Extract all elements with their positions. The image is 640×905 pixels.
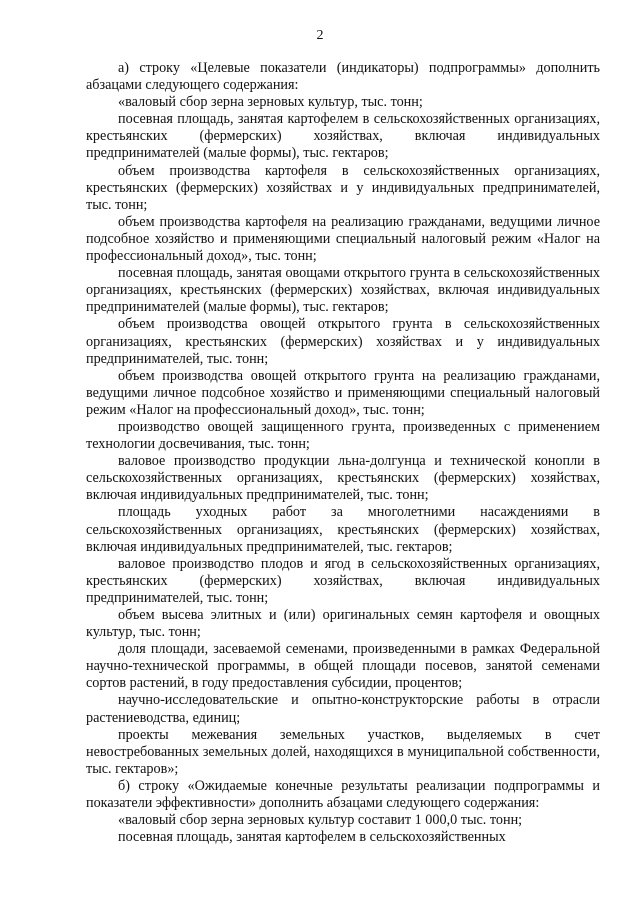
paragraph: валовое производство продукции льна-долгунца и технической конопли в сельскохозяйственных организациях, крестьянских (фермерских) хозяйствах, включая индивидуальных предпринимателей, тыс. тонн; xyxy=(86,453,600,504)
paragraph: валовое производство плодов и ягод в сельскохозяйственных организациях, крестьянских (фермерских) хозяйствах, включая индивидуальных предпринимателей, тыс. тонн; xyxy=(86,555,600,606)
paragraph: объем производства овощей открытого грунта в сельскохозяйственных организациях, крестьянских (фермерских) хозяйствах и у индивидуальных предпринимателей, тыс. тонн; xyxy=(86,316,600,367)
document-body xyxy=(86,60,600,846)
paragraph: научно-исследовательские и опытно-конструкторские работы в отрасли растениеводства, единиц; xyxy=(86,692,600,726)
paragraph: «валовый сбор зерна зерновых культур составит 1 000,0 тыс. тонн; xyxy=(118,812,523,829)
paragraph: проекты межевания земельных участков, выделяемых в счет невостребованных земельных долей, находящихся в муниципальной собственности, тыс. гектаров»; xyxy=(86,726,600,777)
paragraph: объем высева элитных и (или) оригинальных семян картофеля и овощных культур, тыс. тонн; xyxy=(86,607,600,641)
paragraph: производство овощей защищенного грунта, произведенных с применением технологии досвечивания, тыс. тонн; xyxy=(86,418,600,453)
paragraph: посевная площадь, занятая картофелем в сельскохозяйственных организациях, крестьянских (фермерских) хозяйствах, включая индивидуальных предпринимателей (малые формы), тыс. гектаров; xyxy=(86,111,600,162)
paragraph: «валовый сбор зерна зерновых культур, тыс. тонн; xyxy=(118,94,423,111)
paragraph: объем производства овощей открытого грунта на реализацию гражданами, ведущими личное подсобное хозяйство и применяющими специальный налоговый режим «Налог на профессиональный доход», тыс. тонн; xyxy=(86,367,600,418)
paragraph: объем производства картофеля в сельскохозяйственных организациях, крестьянских (фермерских) хозяйствах и у индивидуальных предпринимателей, тыс. тонн; xyxy=(86,162,600,213)
paragraph: а) строку «Целевые показатели (индикаторы) подпрограммы» дополнить абзацами следующего содержания: xyxy=(86,60,600,94)
paragraph: доля площади, засеваемой семенами, произведенными в рамках Федеральной научно-технической программы, в общей площади посевов, занятой семенами сортов растений, в году предоставления субсидии, процентов; xyxy=(86,641,600,692)
paragraph: б) строку «Ожидаемые конечные результаты реализации подпрограммы и показатели эффективности» дополнить абзацами следующего содержания: xyxy=(86,777,600,812)
paragraph: объем производства картофеля на реализацию гражданами, ведущими личное подсобное хозяйство и применяющими специальный налоговый режим «Налог на профессиональный доход», тыс. тонн; xyxy=(86,213,600,265)
paragraph: посевная площадь, занятая овощами открытого грунта в сельскохозяйственных организациях, крестьянских (фермерских) хозяйствах, включая индивидуальных предпринимателей (малые формы), тыс. гектаров; xyxy=(86,265,600,316)
paragraph: посевная площадь, занятая картофелем в сельскохозяйственных xyxy=(118,829,506,846)
page-number: 2 xyxy=(316,28,324,43)
paragraph: площадь уходных работ за многолетними насаждениями в сельскохозяйственных организациях, крестьянских (фермерских) хозяйствах, включая индивидуальных предпринимателей, тыс. гектаров; xyxy=(86,504,600,555)
